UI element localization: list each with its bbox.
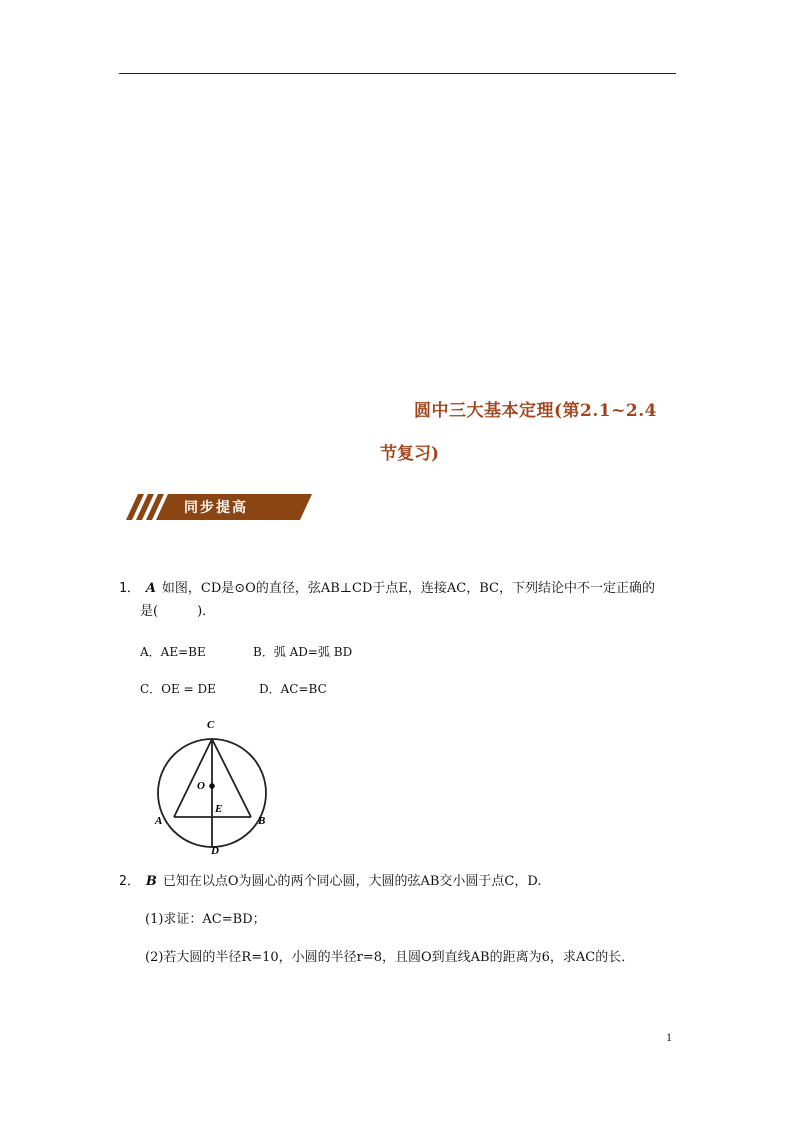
page-number: 1	[666, 1030, 672, 1044]
question-2-part2: (2)若大圆的半径R=10，小圆的半径r=8，且圆O到直线AB的距离为6，求AC的长．	[145, 950, 635, 965]
question-2-number: 2．	[119, 874, 140, 889]
label-o: O	[197, 780, 205, 792]
question-1-option-c: C．OE = DE	[140, 682, 216, 696]
document-title-line2: 节复习)	[380, 444, 440, 464]
question-1-line1	[119, 579, 655, 599]
question-1-figure	[150, 716, 278, 858]
section-banner-label: 同步提高	[184, 500, 248, 516]
section-banner	[124, 494, 312, 520]
question-2-part1: (1)求证：AC=BD；	[145, 912, 266, 927]
question-1-option-d: D．AC=BC	[259, 682, 327, 696]
question-1-line2: 是( )．	[140, 604, 216, 619]
document-title-line1: 圆中三大基本定理(第2.1~2.4	[414, 401, 657, 421]
question-2-line1	[119, 872, 541, 892]
label-b: B	[258, 815, 266, 827]
label-c: C	[207, 719, 215, 731]
question-1-option-a: A．AE=BE	[140, 645, 206, 659]
header-rule	[119, 73, 676, 74]
question-1-option-b: B．弧 AD=弧 BD	[253, 645, 353, 659]
label-d: D	[211, 845, 219, 857]
question-1-answer: A	[145, 581, 156, 596]
question-2-answer: B	[145, 874, 157, 889]
circle-diagram	[150, 716, 278, 858]
question-1-number: 1．	[119, 581, 140, 596]
question-1-stem: 如图，CD是⊙O的直径，弦AB⊥CD于点E，连接AC，BC，下列结论中不一定正确的	[161, 581, 655, 596]
center-point	[209, 783, 215, 789]
label-e: E	[215, 803, 223, 815]
question-2-stem: 已知在以点O为圆心的两个同心圆，大圆的弦AB交小圆于点C，D.	[162, 874, 542, 889]
label-a: A	[155, 815, 163, 827]
